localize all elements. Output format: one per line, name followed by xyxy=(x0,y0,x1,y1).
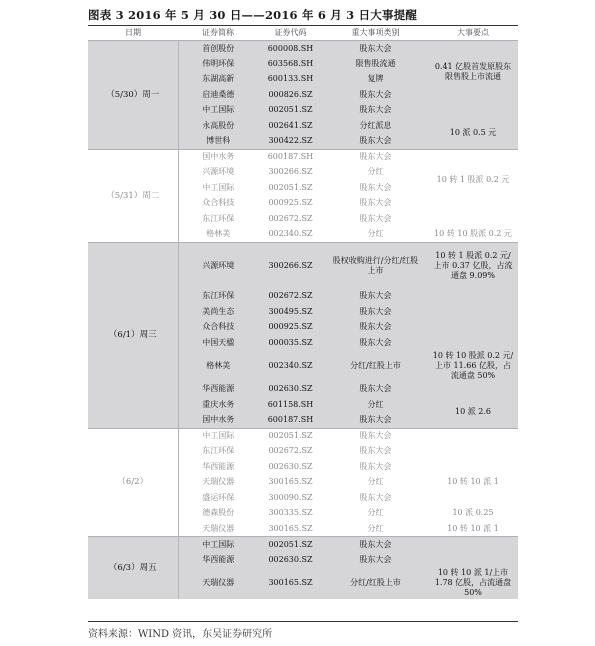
type-cell: 股东大会 xyxy=(323,134,428,150)
note-cell xyxy=(428,459,518,475)
code-cell: 600187.SH xyxy=(258,149,323,165)
type-cell: 股东大会 xyxy=(359,461,392,471)
note-cell: 0.41 亿股首发原股东限售股上市流通 xyxy=(428,56,518,87)
name-cell: 首创股份 xyxy=(178,41,258,57)
type-cell: 分红 xyxy=(367,229,384,238)
code-cell: 002641.SZ xyxy=(258,118,323,134)
note-cell xyxy=(428,149,518,165)
type-cell: 股东大会 xyxy=(359,446,392,456)
code-cell: 002630.SZ xyxy=(268,461,313,471)
name-cell: 国中水务 xyxy=(178,413,258,429)
code-cell: 002051.SZ xyxy=(258,428,323,444)
name-cell: 东湖高新 xyxy=(178,72,258,88)
note-cell xyxy=(428,335,518,351)
note-cell: 10 派 0.5 元 xyxy=(428,118,518,149)
note-cell xyxy=(428,382,518,398)
code-cell: 002340.SZ xyxy=(258,351,323,382)
code-cell: 300165.SZ xyxy=(268,477,313,487)
name-cell: 美尚生态 xyxy=(178,304,258,320)
bottom-rule xyxy=(88,621,518,622)
name-cell: 格林美 xyxy=(178,351,258,382)
date-cell: （6/3）周五 xyxy=(88,537,178,599)
code-cell: 002340.SZ xyxy=(268,229,313,238)
name-cell: 众合科技 xyxy=(178,320,258,336)
type-cell: 股东大会 xyxy=(359,182,392,192)
date-cell: （6/2） xyxy=(88,428,178,537)
name-cell: 伟明环保 xyxy=(178,56,258,72)
name-cell: 格林美 xyxy=(206,229,231,238)
type-cell: 股东大会 xyxy=(323,335,428,351)
note-cell: 10 派 2.6 xyxy=(428,397,518,428)
name-cell: 中工国际 xyxy=(178,537,258,553)
type-cell: 股权收购进行/分红/红股上市 xyxy=(323,242,428,289)
header-code: 证券代码 xyxy=(274,28,307,37)
type-cell: 股东大会 xyxy=(323,87,428,103)
code-cell: 002051.SZ xyxy=(258,537,323,553)
note-cell xyxy=(428,428,518,444)
note-cell: 10 转 1 股派 0.2 元 xyxy=(436,175,510,184)
name-cell: 中工国际 xyxy=(202,182,235,192)
name-cell: 博世科 xyxy=(178,134,258,150)
header-type: 重大事项类别 xyxy=(351,28,400,37)
table-header xyxy=(88,26,518,41)
code-cell: 600133.SH xyxy=(258,72,323,88)
type-cell: 分红 xyxy=(367,477,384,487)
table-row xyxy=(88,537,518,553)
note-cell xyxy=(428,444,518,460)
code-cell: 002672.SZ xyxy=(258,289,323,305)
name-cell: 天瑞仪器 xyxy=(202,477,235,487)
name-cell: 东江环保 xyxy=(178,289,258,305)
note-cell xyxy=(428,490,518,506)
name-cell: 兴源环境 xyxy=(178,242,258,289)
code-cell: 300266.SZ xyxy=(268,167,313,177)
name-cell: 华西能源 xyxy=(178,382,258,398)
code-cell: 603568.SH xyxy=(258,56,323,72)
type-cell: 分红派息 xyxy=(323,118,428,134)
note-cell: 10 转 10 派 1/上市 1.78 亿股，占流通盘 50% xyxy=(428,568,518,599)
date-cell: （6/1）周三 xyxy=(88,242,178,428)
name-cell: 东江环保 xyxy=(202,446,235,456)
name-cell: 德森股份 xyxy=(202,508,235,518)
type-cell: 分红 xyxy=(323,397,428,413)
name-cell: 众合科技 xyxy=(202,198,235,208)
type-cell: 股东大会 xyxy=(323,537,428,553)
code-cell: 002630.SZ xyxy=(258,552,323,568)
code-cell: 300266.SZ xyxy=(258,242,323,289)
type-cell: 股东大会 xyxy=(323,413,428,429)
code-cell: 002672.SZ xyxy=(268,446,313,456)
events-table xyxy=(88,26,518,599)
note-cell: 10 转 1 股派 0.2 元/上市 0.37 亿股，占流通盘 9.09% xyxy=(428,242,518,289)
table-body xyxy=(88,41,518,599)
note-cell xyxy=(428,103,518,119)
type-cell: 股东大会 xyxy=(323,552,428,568)
type-cell: 股东大会 xyxy=(359,492,392,502)
type-cell: 股东大会 xyxy=(323,304,428,320)
type-cell: 分红 xyxy=(367,523,384,533)
date-cell: （5/30）周一 xyxy=(88,41,178,150)
table-row xyxy=(88,149,518,165)
note-cell xyxy=(428,211,518,227)
note-cell: 10 转 10 股派 0.2 元 xyxy=(434,229,512,238)
date-cell: （5/31）周二 xyxy=(88,149,178,242)
name-cell: 盛运环保 xyxy=(202,492,235,502)
name-cell: 天瑞仪器 xyxy=(202,523,235,533)
type-cell: 限售股流通 xyxy=(323,56,428,72)
code-cell: 601158.SH xyxy=(258,397,323,413)
code-cell: 300495.SZ xyxy=(258,304,323,320)
type-cell: 股东大会 xyxy=(323,103,428,119)
code-cell: 002051.SZ xyxy=(258,103,323,119)
code-cell: 300165.SZ xyxy=(268,523,313,533)
code-cell: 300335.SZ xyxy=(268,508,313,518)
type-cell: 股东大会 xyxy=(323,320,428,336)
header-date: 日期 xyxy=(125,28,141,37)
type-cell: 分红/红股上市 xyxy=(323,568,428,599)
code-cell: 000925.SZ xyxy=(258,320,323,336)
code-cell: 000035.SZ xyxy=(258,335,323,351)
table-row xyxy=(88,242,518,289)
type-cell: 股东大会 xyxy=(323,149,428,165)
note-cell xyxy=(428,87,518,103)
type-cell: 股东大会 xyxy=(323,428,428,444)
name-cell: 启迪桑德 xyxy=(178,87,258,103)
note-cell xyxy=(428,552,518,568)
header-note: 大事要点 xyxy=(457,28,489,37)
type-cell: 股东大会 xyxy=(323,289,428,305)
name-cell: 中工国际 xyxy=(178,103,258,119)
code-cell: 300090.SZ xyxy=(268,492,313,502)
note-cell: 10 派 0.25 xyxy=(452,508,494,518)
code-cell: 002630.SZ xyxy=(258,382,323,398)
type-cell: 股东大会 xyxy=(359,198,392,208)
name-cell: 中国天楹 xyxy=(178,335,258,351)
code-cell: 002051.SZ xyxy=(268,182,313,192)
table-row xyxy=(88,428,518,444)
type-cell: 股东大会 xyxy=(323,382,428,398)
note-cell xyxy=(428,537,518,553)
name-cell: 国中水务 xyxy=(178,149,258,165)
type-cell: 股东大会 xyxy=(359,213,392,223)
name-cell: 天瑞仪器 xyxy=(178,568,258,599)
name-cell: 永高股份 xyxy=(178,118,258,134)
note-cell: 10 转 10 派 1 xyxy=(447,523,499,533)
code-cell: 000826.SZ xyxy=(258,87,323,103)
type-cell: 分红/红股上市 xyxy=(323,351,428,382)
code-cell: 300165.SZ xyxy=(258,568,323,599)
name-cell: 华西能源 xyxy=(202,461,235,471)
name-cell: 华西能源 xyxy=(178,552,258,568)
name-cell: 中工国际 xyxy=(178,428,258,444)
code-cell: 300422.SZ xyxy=(258,134,323,150)
code-cell: 002672.SZ xyxy=(268,213,313,223)
type-cell: 分红 xyxy=(367,508,384,518)
code-cell: 600008.SH xyxy=(258,41,323,57)
table-row xyxy=(88,41,518,57)
figure-title: 图表 3 2016 年 5 月 30 日——2016 年 6 月 3 日大事提醒 xyxy=(88,8,418,22)
type-cell: 股东大会 xyxy=(323,41,428,57)
note-cell: 10 转 10 股派 0.2 元/上市 11.66 亿股，占流通盘 50% xyxy=(428,351,518,382)
note-cell xyxy=(428,304,518,320)
note-cell xyxy=(428,320,518,336)
note-cell xyxy=(428,289,518,305)
name-cell: 重庆水务 xyxy=(178,397,258,413)
code-cell: 600187.SH xyxy=(258,413,323,429)
source-note: 资料来源：WIND 资讯，东吴证券研究所 xyxy=(88,629,273,640)
type-cell: 复牌 xyxy=(323,72,428,88)
code-cell: 000925.SZ xyxy=(268,198,313,208)
name-cell: 兴源环境 xyxy=(202,167,235,177)
header-name: 证券简称 xyxy=(202,28,234,37)
note-cell: 10 转 10 派 1 xyxy=(447,477,499,487)
note-cell xyxy=(428,196,518,212)
type-cell: 分红 xyxy=(367,167,384,177)
note-cell xyxy=(428,41,518,57)
name-cell: 东江环保 xyxy=(202,213,235,223)
